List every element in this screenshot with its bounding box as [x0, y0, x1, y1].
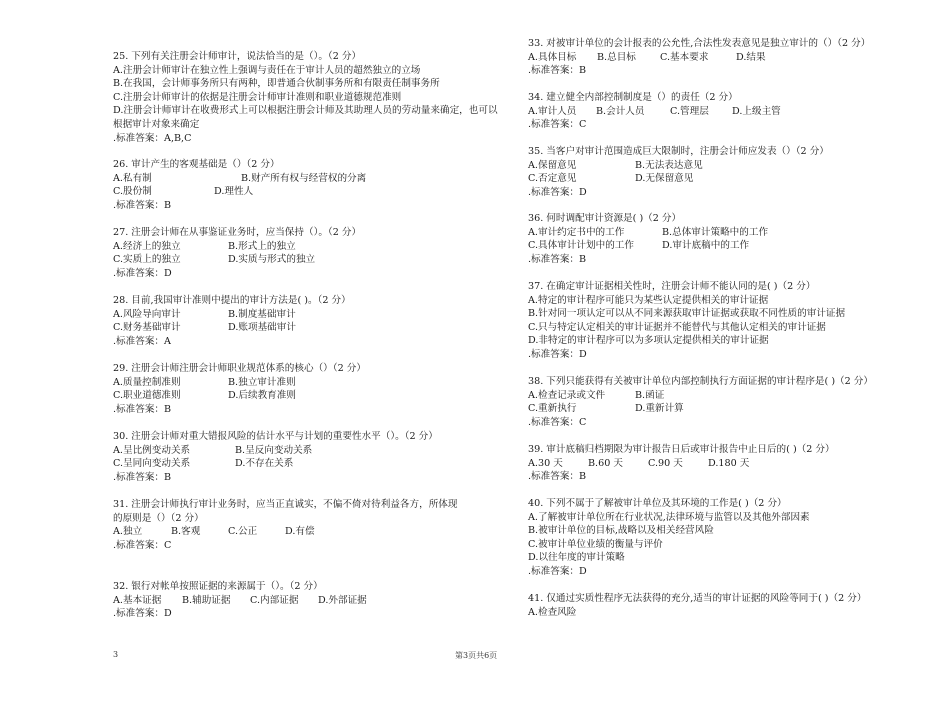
answer-text: .标准答案：B — [528, 253, 587, 265]
question-text: 32. 银行对帐单按照证据的来源属于（）。（2 分） — [113, 581, 323, 592]
option-item: B.在我国，会计师事务所只有两种，即普通合伙制事务所和有限责任制事务所 — [113, 78, 440, 90]
option-row — [528, 159, 928, 173]
option-item: D.非特定的审计程序可以为多项认定提供相关的审计证据 — [528, 335, 769, 347]
option-item: D.外部证据 — [318, 594, 367, 606]
option-row — [528, 307, 928, 321]
option-item: A.质量控制准则 — [113, 376, 181, 388]
option-row — [528, 51, 928, 65]
option-item: A.私有制 — [113, 172, 152, 184]
option-row — [113, 525, 513, 539]
question-text: 33. 对被审计单位的会计报表的公允性,合法性发表意见是独立审计的（）（2 分） — [528, 38, 871, 49]
option-item: A.注册会计师审计在独立性上强调与责任在于审计人员的超然独立的立场 — [113, 64, 421, 76]
answer-text: .标准答案：D — [113, 267, 172, 279]
option-item: A.呈比例变动关系 — [113, 444, 191, 456]
answer-text: .标准答案：C — [113, 539, 172, 551]
option-item: A.风险导向审计 — [113, 308, 181, 320]
question-text: 37. 在确定审计证据相关性时，注册会计师不能认同的是( )（2 分） — [528, 281, 816, 292]
option-row — [528, 606, 928, 620]
option-row — [113, 389, 513, 403]
footer-page-number: 3 — [113, 650, 119, 659]
question-block — [528, 91, 928, 132]
option-row — [528, 457, 928, 471]
option-item: C.注册会计师审计的依据是注册会计师审计准则和职业道德规范准则 — [113, 91, 402, 103]
answer-text: .标准答案：A,B,C — [113, 132, 192, 144]
question-block — [113, 580, 513, 621]
option-item: D.以往年度的审计策略 — [528, 552, 625, 564]
option-row — [528, 524, 928, 538]
option-item: A.特定的审计程序可能只为某些认定提供相关的审计证据 — [528, 294, 769, 306]
option-item: A.检查风险 — [528, 606, 577, 618]
option-item: B.呈反向变动关系 — [235, 444, 313, 456]
option-item: B.函证 — [635, 389, 665, 401]
question-block — [528, 375, 928, 429]
option-row — [528, 294, 928, 308]
question-block — [528, 497, 928, 579]
answer-text: .标准答案：D — [528, 348, 587, 360]
option-item: B.形式上的独立 — [228, 240, 296, 252]
option-item: C.公正 — [228, 526, 258, 538]
answer-text: .标准答案：C — [528, 119, 587, 131]
option-item: B.针对同一项认定可以从不同来源获取审计证据或获取不同性质的审计证据 — [528, 308, 846, 320]
answer-text: .标准答案：B — [113, 403, 172, 415]
option-item: B.客观 — [171, 526, 201, 538]
option-row — [528, 389, 928, 403]
option-line: D.注册会计师审计在收费形式上可以根据注册会计师及其助理人员的劳动量来确定，也可以 — [113, 105, 498, 117]
option-item: B.制度基础审计 — [228, 308, 296, 320]
question-text: 35. 当客户对审计范围造成巨大限制时，注册会计师应发表（）（2 分） — [528, 146, 829, 157]
question-block — [528, 37, 928, 78]
option-row — [528, 538, 928, 552]
option-row — [528, 511, 928, 525]
question-block — [113, 430, 513, 484]
option-row — [113, 77, 513, 91]
option-item: D.重新计算 — [635, 403, 684, 415]
option-item: A.保留意见 — [528, 159, 577, 171]
option-row — [113, 91, 513, 105]
question-block — [113, 158, 513, 212]
option-item: C.被审计单位业绩的衡量与评价 — [528, 538, 663, 550]
option-item — [113, 104, 513, 131]
option-row — [113, 172, 513, 186]
option-row — [113, 376, 513, 390]
option-item: A.独立 — [113, 526, 143, 538]
option-item: B.辅助证据 — [182, 594, 231, 606]
option-row — [113, 253, 513, 267]
option-item: B.财产所有权与经营权的分离 — [241, 172, 367, 184]
question-text: 38. 下列只能获得有关被审计单位内部控制执行方面证据的审计程序是( )（2 分） — [528, 376, 873, 387]
question-text: 31. 注册会计师执行审计业务时，应当正直诚实，不偏不倚对待利益各方，所体现 — [113, 499, 458, 510]
answer-text: .标准答案：B — [113, 199, 172, 211]
answer-text: .标准答案：A — [113, 335, 171, 347]
option-row — [528, 402, 928, 416]
option-item: C.股份制 — [113, 186, 152, 198]
option-row — [113, 444, 513, 458]
option-item: D.结果 — [736, 51, 766, 63]
answer-text: .标准答案：D — [528, 565, 587, 577]
question-block — [528, 212, 928, 266]
question-block — [113, 50, 513, 145]
question-text: 的原则是（）（2 分） — [113, 512, 204, 524]
option-item: C.呈同向变动关系 — [113, 458, 191, 470]
option-item: D.账项基础审计 — [228, 322, 296, 334]
option-item: B.独立审计准则 — [228, 376, 296, 388]
footer-page-label: 第3页共6页 — [455, 651, 498, 660]
option-line: 根据审计对象来确定 — [113, 118, 200, 130]
option-item: B.60 天 — [588, 457, 623, 469]
option-row — [113, 457, 513, 471]
option-item: A.具体目标 — [528, 51, 577, 63]
option-row — [113, 185, 513, 199]
question-block — [528, 592, 928, 619]
answer-text: .标准答案：D — [113, 608, 172, 620]
question-text: 29. 注册会计师注册会计师职业规范体系的核心（）（2 分） — [113, 363, 366, 374]
option-item: A.审计约定书中的工作 — [528, 226, 625, 238]
option-row — [113, 321, 513, 335]
option-item: C.财务基础审计 — [113, 322, 181, 334]
option-row — [528, 105, 928, 119]
answer-text: .标准答案：C — [528, 416, 587, 428]
option-item: C.实质上的独立 — [113, 254, 181, 266]
option-item: B.总体审计策略中的工作 — [662, 226, 769, 238]
question-text: 30. 注册会计师对重大错报风险的估计水平与计划的重要性水平（）。（2 分） — [113, 431, 438, 442]
question-text: 39. 审计底稿归档期限为审计报告日后或审计报告中止日后的( )（2 分） — [528, 444, 835, 455]
question-text: 27. 注册会计师在从事鉴证业务时，应当保持（）。（2 分） — [113, 227, 362, 238]
option-item: D.理性人 — [214, 186, 254, 198]
question-block — [113, 498, 513, 552]
option-item: C.否定意见 — [528, 173, 577, 185]
question-text: 25. 下列有关注册会计师审计，说法恰当的是（）。（2 分） — [113, 51, 362, 62]
answer-text: .标准答案：D — [528, 186, 587, 198]
question-block — [528, 280, 928, 362]
option-item: C.只与特定认定相关的审计证据并不能替代与其他认定相关的审计证据 — [528, 321, 826, 333]
option-item: D.审计底稿中的工作 — [662, 240, 750, 252]
option-row — [528, 334, 928, 348]
question-block — [528, 443, 928, 484]
option-row — [528, 239, 928, 253]
option-item: A.经济上的独立 — [113, 240, 181, 252]
option-item: B.被审计单位的目标,战略以及相关经营风险 — [528, 525, 714, 537]
option-item: A.审计人员 — [528, 105, 577, 117]
option-item: C.职业道德准则 — [113, 390, 181, 402]
question-text: 36. 何时调配审计资源是( )（2 分） — [528, 213, 682, 224]
option-row — [113, 240, 513, 254]
option-item: D.后续教育准则 — [228, 390, 296, 402]
option-item: D.不存在关系 — [235, 458, 294, 470]
option-row — [528, 321, 928, 335]
option-item: A.30 天 — [528, 457, 563, 469]
question-block — [113, 226, 513, 280]
question-text: 41. 仅通过实质性程序无法获得的充分,适当的审计证据的风险等同于( )（2 分） — [528, 593, 867, 604]
option-item: A.检查记录或文件 — [528, 389, 606, 401]
option-row — [528, 172, 928, 186]
question-text: 34. 建立健全内部控制制度是（）的责任（2 分） — [528, 92, 738, 103]
question-block — [528, 145, 928, 199]
option-row — [528, 226, 928, 240]
answer-text: .标准答案：B — [528, 471, 587, 483]
option-item: A.基本证据 — [113, 594, 162, 606]
question-block — [113, 362, 513, 416]
answer-text: .标准答案：B — [528, 65, 587, 77]
option-item: B.无法表达意见 — [635, 159, 703, 171]
option-item: C.90 天 — [648, 457, 683, 469]
option-row — [113, 64, 513, 78]
option-item: D.180 天 — [708, 457, 750, 469]
option-row — [113, 594, 513, 608]
option-item: B.会计人员 — [596, 105, 645, 117]
question-text: 40. 下列不属于了解被审计单位及其环境的工作是( )（2 分） — [528, 498, 787, 509]
option-item: D.实质与形式的独立 — [228, 254, 316, 266]
option-item: D.无保留意见 — [635, 173, 694, 185]
option-item: D.上级主管 — [732, 105, 781, 117]
question-block — [113, 294, 513, 348]
option-item: B.总目标 — [597, 51, 636, 63]
option-row — [528, 551, 928, 565]
option-item: C.基本要求 — [660, 51, 709, 63]
option-item: C.重新执行 — [528, 403, 577, 415]
option-item: C.管理层 — [670, 105, 709, 117]
option-item: A.了解被审计单位所在行业状况,法律环境与监管以及其他外部因素 — [528, 511, 810, 523]
option-item: D.有偿 — [285, 526, 315, 538]
question-text: 28. 目前,我国审计准则中提出的审计方法是( )。（2 分） — [113, 295, 351, 306]
answer-text: .标准答案：B — [113, 471, 172, 483]
option-item: C.内部证据 — [250, 594, 299, 606]
option-row — [113, 308, 513, 322]
option-item: C.具体审计计划中的工作 — [528, 240, 634, 252]
question-text: 26. 审计产生的客观基础是（）（2 分） — [113, 159, 280, 170]
